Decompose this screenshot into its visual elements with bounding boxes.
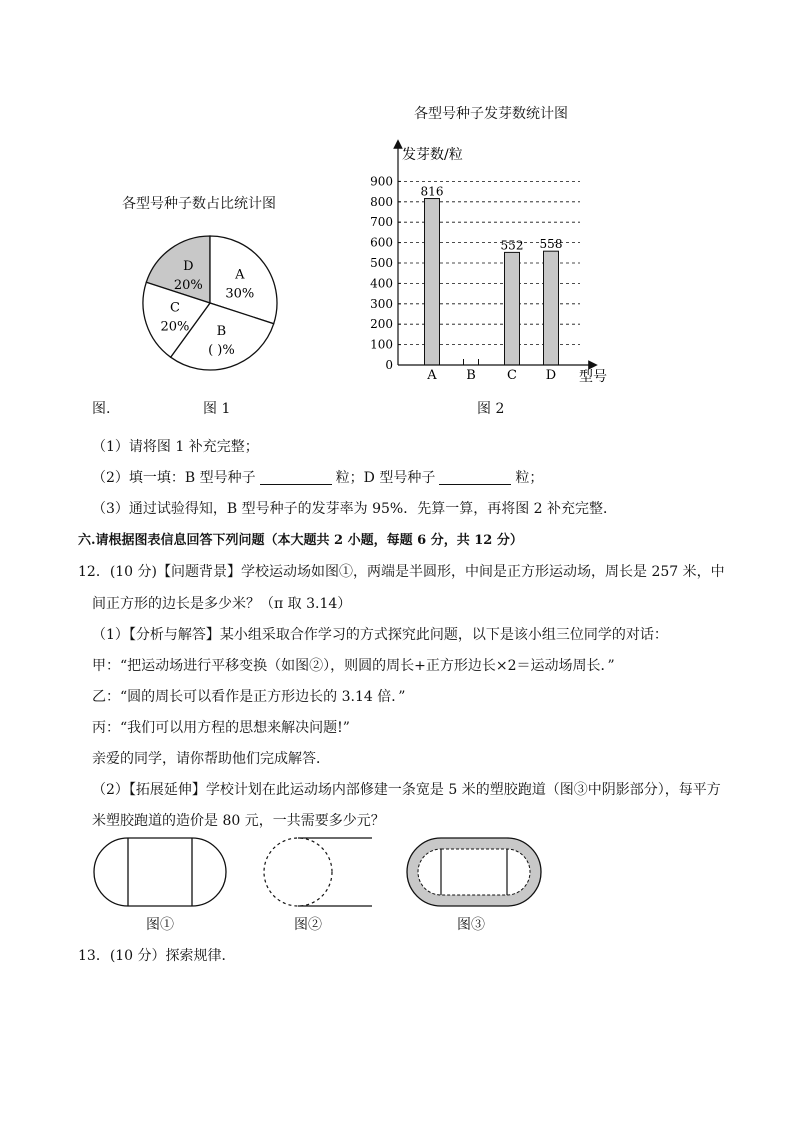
pie-label-d: D [183,259,194,275]
figure-1-caption: 图① [146,917,174,933]
figure-3-caption: 图③ [457,917,485,933]
q12-part1: （1）【分析与解答】某小组采取合作学习的方式探究此问题，以下是该小组三位同学的对话： [92,627,668,643]
pie-value-a: 30% [225,286,255,302]
x-tick-label-c: C [507,368,517,383]
y-axis-label: 发芽数/粒 [402,147,463,163]
x-tick-label-b: B [466,368,476,383]
pie-label-c: C [169,300,180,316]
y-tick-label: 0 [385,358,393,372]
pie-label-b: B [216,324,227,340]
bar-d [544,251,559,365]
bar-chart-title: 各型号种子发芽数统计图 [414,106,568,122]
pie-chart-title: 各型号种子数占比统计图 [122,196,276,212]
pie-value-d: 20% [173,278,203,294]
q11-part2-b: 粒；D 型号种子 [335,470,436,486]
x-tick-label-a: A [427,368,437,383]
figure-2-caption: 图② [294,917,322,933]
q11-part2 [92,467,543,487]
pie-value-b: ( )% [208,343,235,359]
q12-line1: 12．(10 分)【问题背景】学校运动场如图①，两端是半圆形，中间是正方形运动场，周长是 257 米，中 [78,564,725,580]
figure-1-stadium [92,836,232,908]
y-tick-label: 700 [370,215,393,230]
q11-part3: （3）通过试验得知，B 型号种子的发芽率为 95%．先算一算，再将图 2 补充完整． [92,501,618,517]
pie-label-a: A [235,267,245,283]
y-tick-label: 300 [370,296,393,311]
bar-chart [360,138,620,388]
y-tick-label: 600 [370,235,393,250]
fig-label: 图. [92,401,111,417]
q11-part2-c: 粒； [515,470,544,486]
bar-a [425,199,440,365]
q12-bing: 丙：“我们可以用方程的思想来解决问题!” [92,720,350,736]
bar-value-label-d: 558 [539,237,563,252]
bar-value-label-a: 816 [420,184,444,199]
q12-part2-line2: 米塑胶跑道的造价是 80 元，一共需要多少元？ [92,813,385,829]
bar-caption: 图 2 [477,401,505,417]
answer-blank-d [439,470,511,485]
section-6-heading: 六.请根据图表信息回答下列问题（本大题共 2 小题，每题 6 分，共 12 分） [78,533,523,548]
y-tick-label: 800 [370,194,393,209]
q12-help: 亲爱的同学，请你帮助他们完成解答． [92,751,330,767]
q13-heading: 13．(10 分）探索规律． [78,948,236,964]
x-tick-label-d: D [545,368,557,383]
figure-3-track [405,836,545,908]
pie-value-c: 20% [160,319,190,335]
q12-yi: 乙：“圆的周长可以看作是正方形边长的 3.14 倍．” [92,689,406,705]
y-tick-label: 500 [370,256,393,270]
figure-2-translated [262,836,374,908]
q11-part2-a: （2）填一填：B 型号种子 [92,470,256,486]
q11-part1: （1）请将图 1 补充完整； [92,439,259,455]
y-tick-label: 200 [370,317,393,332]
q12-part2-line1: （2）【拓展延伸】学校计划在此运动场内部修建一条宽是 5 米的塑胶跑道（图③中阴影部分），每平方 [92,782,721,798]
answer-blank-b [260,470,332,485]
bar-value-label-c: 552 [500,238,524,253]
y-tick-label: 400 [370,276,393,291]
bar-c [505,252,520,365]
pie-chart [135,228,285,378]
x-axis-label: 型号 [579,369,607,385]
pie-caption: 图 1 [203,401,231,417]
q12-line2: 间正方形的边长是多少米？（π 取 3.14） [92,596,352,612]
q12-jia: 甲：“把运动场进行平移变换（如图②），则圆的周长+正方形边长×2＝运动场周长．” [92,658,615,674]
y-tick-label: 900 [370,174,393,189]
y-tick-label: 100 [370,337,393,352]
